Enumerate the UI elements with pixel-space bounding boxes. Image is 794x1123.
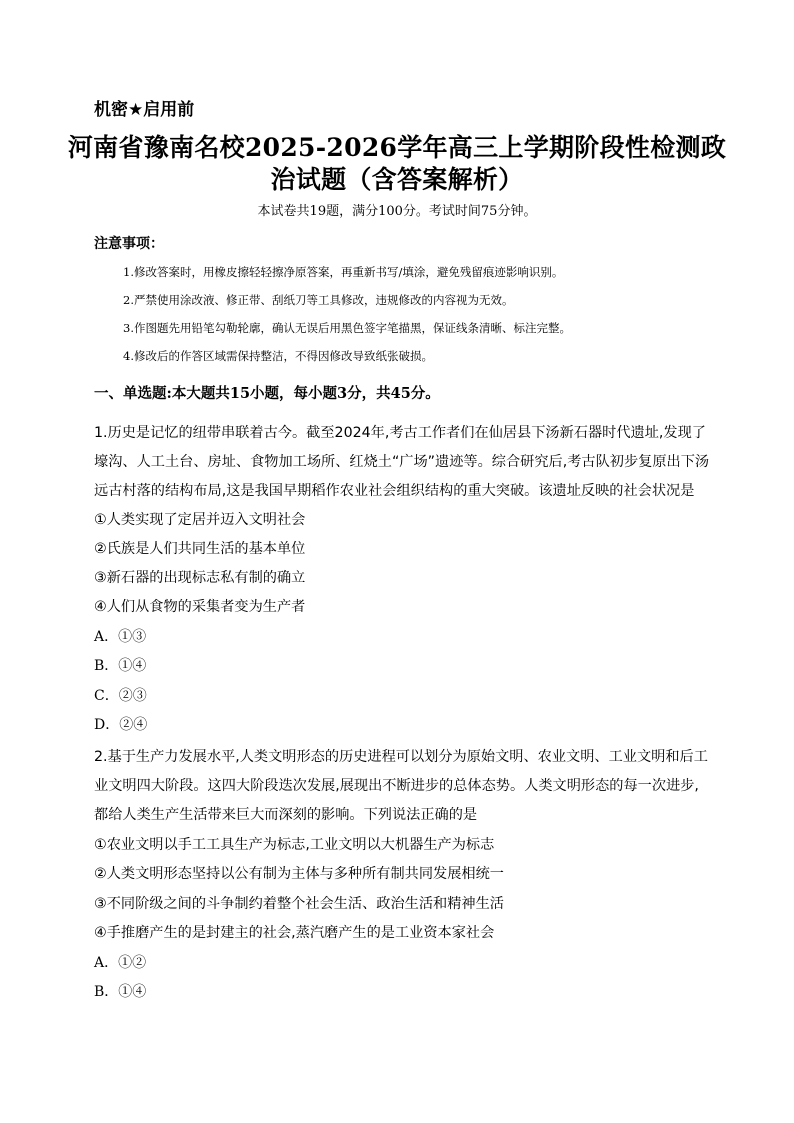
question-1-statement: ②氏族是人们共同生活的基本单位 [94, 541, 306, 557]
section-heading: 一、单选题:本大题共15小题，每小题3分，共45分。 [94, 385, 440, 402]
question-1-option-d: D．②④ [94, 717, 148, 733]
notice-item: 2.严禁使用涂改液、修正带、刮纸刀等工具修改，违规修改的内容视为无效。 [123, 293, 514, 307]
notice-item: 4.修改后的作答区域需保持整洁，不得因修改导致纸张破损。 [123, 349, 433, 363]
question-2-option-b: B．①④ [94, 984, 147, 1000]
question-2-statement: ②人类文明形态坚持以公有制为主体与多种所有制共同发展相统一 [94, 866, 504, 882]
notice-heading: 注意事项： [94, 236, 164, 252]
question-1-statement: ①人类实现了定居并迈入文明社会 [94, 512, 306, 528]
notice-item: 3.作图题先用铅笔勾勒轮廓，确认无误后用黑色签字笔描黑，保证线条清晰、标注完整。 [123, 321, 571, 335]
exam-title-line-1: 河南省豫南名校2025-2026学年高三上学期阶段性检测政 [67, 133, 727, 162]
question-1-option-c: C．②③ [94, 688, 147, 704]
question-2-option-a: A．①② [94, 955, 147, 971]
question-2-stem-line: 2.基于生产力发展水平,人类文明形态的历史进程可以划分为原始文明、农业文明、工业文明和后工 [94, 749, 708, 765]
question-1-stem-line: 壕沟、人工土台、房址、食物加工场所、红烧土“广场”遗迹等。综合研究后,考古队初步复原出下汤 [94, 454, 710, 470]
question-2-statement: ③不同阶级之间的斗争制约着整个社会生活、政治生活和精神生活 [94, 896, 504, 912]
question-2-stem-line: 业文明四大阶段。这四大阶段迭次发展,展现出不断进步的总体态势。人类文明形态的每一次进步, [94, 778, 699, 794]
question-1-stem-line: 远古村落的结构布局,这是我国早期稻作农业社会组织结构的重大突破。该遗址反映的社会状况是 [94, 483, 695, 499]
confidential-label: 机密★启用前 [94, 100, 195, 120]
question-1-statement: ④人们从食物的采集者变为生产者 [94, 599, 306, 615]
question-1-option-b: B．①④ [94, 658, 147, 674]
question-2-statement: ④手推磨产生的是封建主的社会,蒸汽磨产生的是工业资本家社会 [94, 925, 495, 941]
question-2-stem-line: 都给人类生产生活带来巨大而深刻的影响。下列说法正确的是 [94, 807, 478, 823]
exam-info: 本试卷共19题，满分100分。考试时间75分钟。 [257, 204, 537, 219]
question-1-statement: ③新石器的出现标志私有制的确立 [94, 570, 306, 586]
question-1-option-a: A．①③ [94, 629, 147, 645]
exam-title-line-2: 治试题（含答案解析） [270, 165, 524, 194]
question-2-statement: ①农业文明以手工工具生产为标志,工业文明以大机器生产为标志 [94, 837, 495, 853]
notice-item: 1.修改答案时，用橡皮擦轻轻擦净原答案，再重新书写/填涂，避免残留痕迹影响识别。 [123, 265, 564, 279]
question-1-stem-line: 1.历史是记忆的纽带串联着古今。截至2024年,考古工作者们在仙居县下汤新石器时代遗址,发现了 [94, 425, 706, 441]
